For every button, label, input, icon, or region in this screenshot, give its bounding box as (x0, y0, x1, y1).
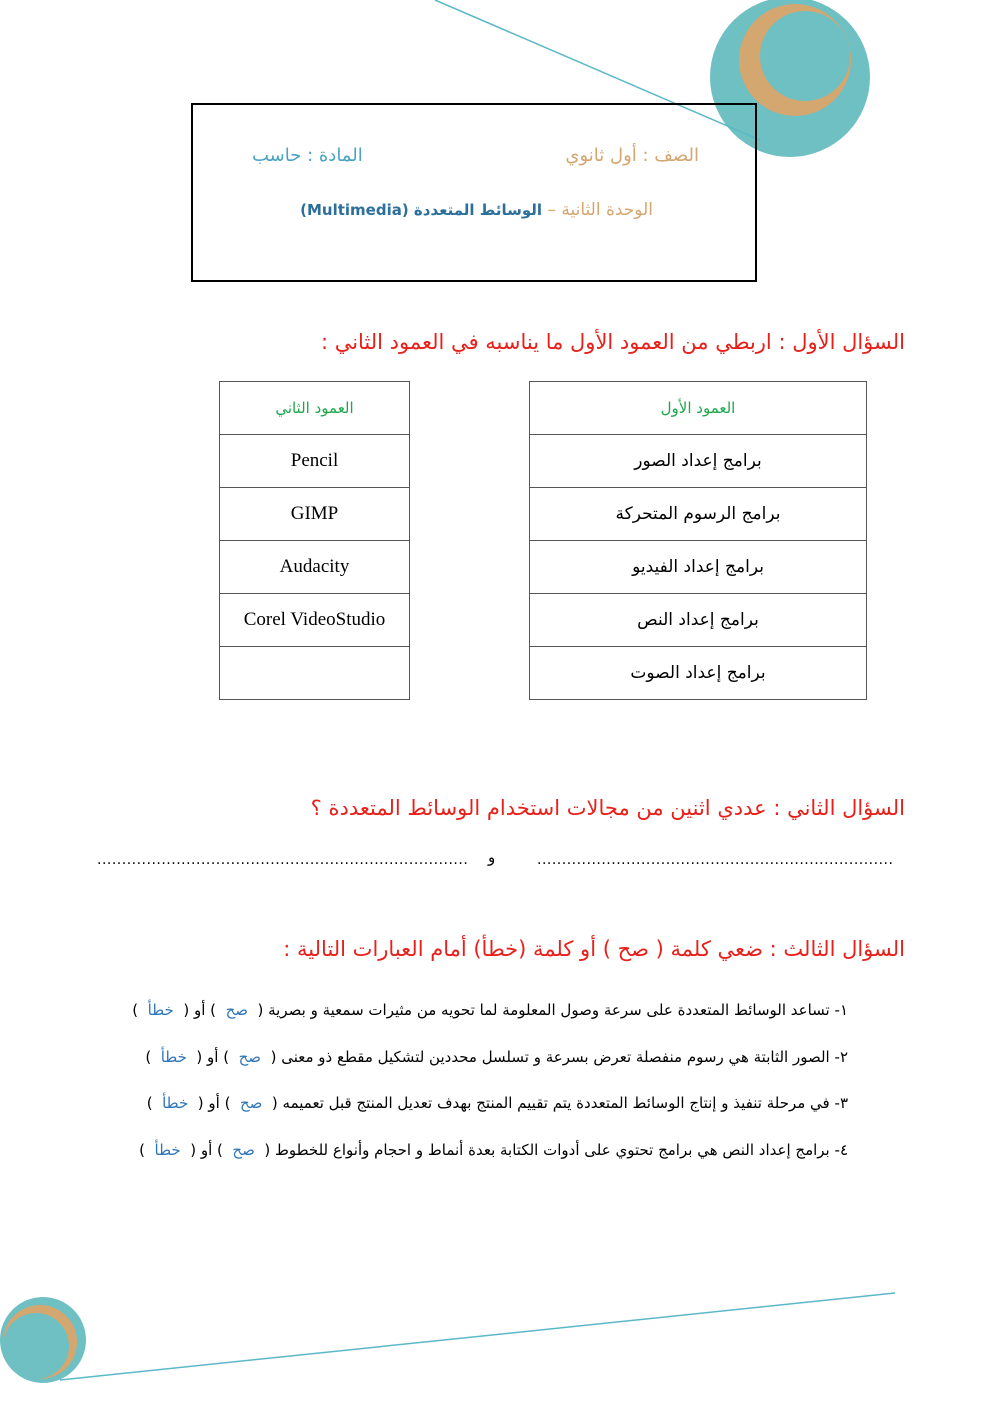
false-option[interactable]: خطأ (160, 1048, 187, 1066)
or-word: أو (208, 1094, 220, 1112)
column2-header: العمود الثاني (220, 382, 410, 435)
column2-item: Corel VideoStudio (220, 594, 410, 647)
answer-line-left[interactable]: ........................................................................... (97, 852, 469, 868)
statement-1: ١- تساعد الوسائط المتعددة على سرعة وصول المعلومة لما تحويه من مثيرات سمعية و بصرية ( صح ) أو ( خطأ ) (132, 1001, 848, 1019)
statement-text: تساعد الوسائط المتعددة على سرعة وصول المعلومة لما تحويه من مثيرات سمعية و بصرية (268, 1001, 830, 1019)
column1-item: برامج إعداد النص (530, 594, 867, 647)
false-option[interactable]: خطأ (162, 1094, 189, 1112)
false-option[interactable]: خطأ (147, 1001, 174, 1019)
statement-number: ٤- (834, 1141, 848, 1159)
statement-3: ٣- في مرحلة تنفيذ و إنتاج الوسائط المتعددة يتم تقييم المنتج بهدف تعديل المنتج قبل تعميمه ( صح ) أو ( خطأ ) (146, 1094, 848, 1112)
conjunction: و (488, 848, 496, 866)
column2-item (220, 647, 410, 700)
column1-table (529, 381, 867, 700)
statement-number: ٢- (834, 1048, 848, 1066)
answer-line-right[interactable]: ........................................................................ (537, 852, 894, 868)
column2-table (219, 381, 410, 700)
statement-4: ٤- برامج إعداد النص هي برامج تحتوي على أدوات الكتابة بعدة أنماط و احجام وأنواع للخطوط ( صح ) أو ( خطأ ) (139, 1141, 848, 1159)
unit-prefix: الوحدة الثانية – (547, 200, 653, 220)
statement-number: ٣- (834, 1094, 848, 1112)
question1-title: السؤال الأول : اربطي من العمود الأول ما يناسبه في العمود الثاني : (320, 330, 905, 354)
column2-item: Pencil (220, 435, 410, 488)
statement-2: ٢- الصور الثابتة هي رسوم منفصلة تعرض بسرعة و تسلسل محددين لتشكيل مقطع ذو معنى ( صح ) أو ( خطأ ) (145, 1048, 848, 1066)
question3-title: السؤال الثالث : ضعي كلمة ( صح ) أو كلمة (خطأ) أمام العبارات التالية : (283, 937, 905, 961)
statement-number: ١- (834, 1001, 848, 1019)
column1-item: برامج إعداد الصوت (530, 647, 867, 700)
top-inner-teal-circle (760, 11, 850, 101)
column1-item: برامج الرسوم المتحركة (530, 488, 867, 541)
true-option[interactable]: صح (232, 1141, 255, 1159)
statement-text: الصور الثابتة هي رسوم منفصلة تعرض بسرعة و تسلسل محددين لتشكيل مقطع ذو معنى (281, 1048, 830, 1066)
question2-title: السؤال الثاني : عددي اثنين من مجالات استخدام الوسائط المتعددة ؟ (310, 796, 905, 820)
unit-name: الوسائط المتعددة (Multimedia) (300, 201, 543, 219)
unit-title (300, 200, 653, 220)
true-option[interactable]: صح (239, 1094, 263, 1112)
subject-label: المادة : حاسب (252, 145, 363, 166)
header-box (191, 103, 757, 282)
column2-item: Audacity (220, 541, 410, 594)
grade-label: الصف : أول ثانوي (565, 145, 699, 166)
bottom-inner-teal-circle (3, 1313, 69, 1379)
true-option[interactable]: صح (225, 1001, 248, 1019)
column2-item: GIMP (220, 488, 410, 541)
column1-header: العمود الأول (530, 382, 867, 435)
true-option[interactable]: صح (238, 1048, 262, 1066)
or-word: أو (200, 1141, 213, 1159)
or-word: أو (193, 1001, 206, 1019)
statement-text: في مرحلة تنفيذ و إنتاج الوسائط المتعددة يتم تقييم المنتج بهدف تعديل المنتج قبل تعميمه (282, 1094, 830, 1112)
false-option[interactable]: خطأ (154, 1141, 181, 1159)
column1-item: برامج إعداد الصور (530, 435, 867, 488)
bottom-diagonal-line (60, 1293, 895, 1380)
column1-item: برامج إعداد الفيديو (530, 541, 867, 594)
or-word: أو (207, 1048, 219, 1066)
statement-text: برامج إعداد النص هي برامج تحتوي على أدوات الكتابة بعدة أنماط و احجام وأنواع للخطوط (274, 1141, 830, 1159)
